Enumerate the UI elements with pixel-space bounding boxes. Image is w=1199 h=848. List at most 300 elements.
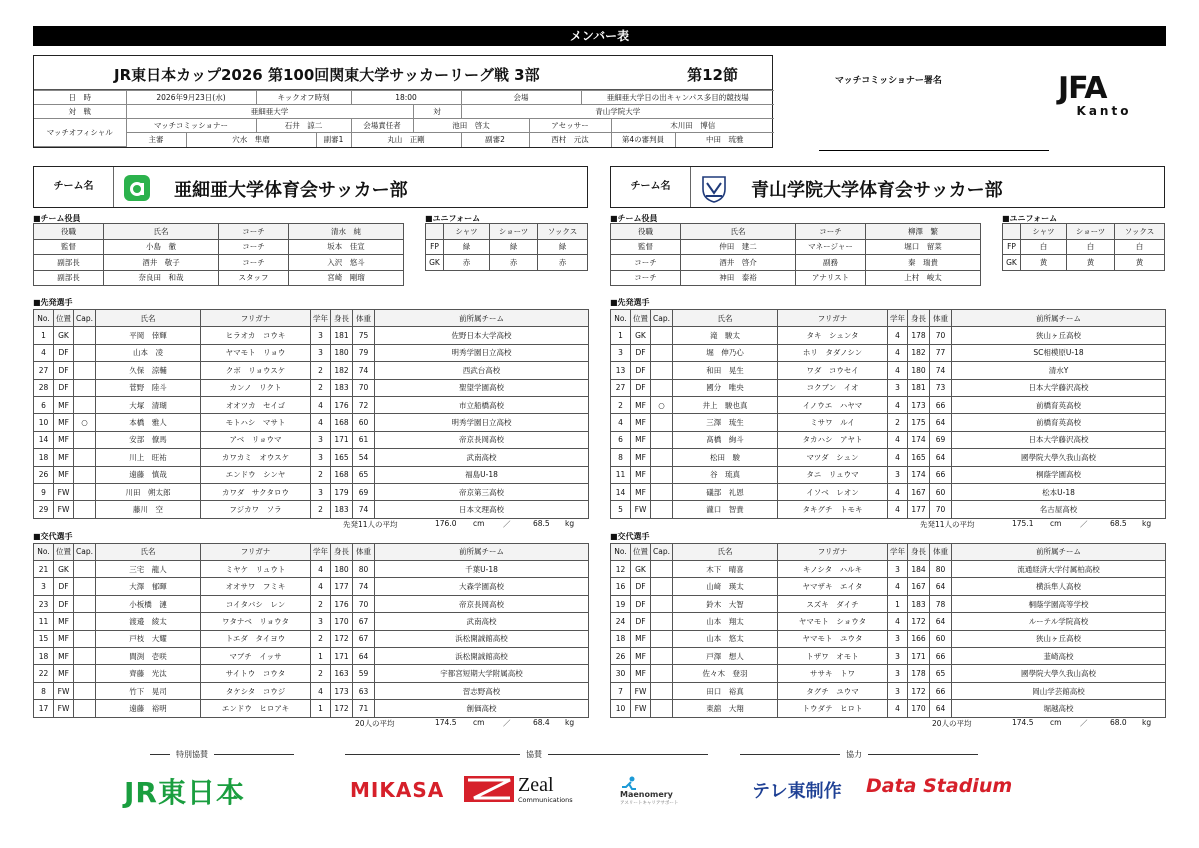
player-cell: 3: [311, 483, 331, 500]
player-cell: 75: [353, 327, 375, 344]
staff-header-cell: 役職: [611, 224, 681, 240]
player-cell: [651, 665, 673, 682]
player-cell: 29: [34, 501, 54, 518]
player-cell: 178: [908, 665, 930, 682]
kickoff-time: 18:00: [351, 91, 461, 105]
ar2-name: 西村 元汰: [529, 133, 611, 147]
player-cell: 1: [888, 595, 908, 612]
player-cell: 三澤 琉生: [673, 414, 778, 431]
uniform-cell: 緑: [444, 239, 490, 255]
player-cell: 18: [34, 648, 54, 665]
staff-header-cell: コーチ: [796, 224, 866, 240]
player-cell: ワタナベ リョウタ: [201, 613, 311, 630]
unit-cm: cm: [473, 518, 485, 528]
uniform-row: [1003, 239, 1165, 255]
player-cell: 本橋 雅人: [96, 414, 201, 431]
player-cell: 小板橋 漣: [96, 595, 201, 612]
player-cell: 宇都宮短期大学附属高校: [375, 665, 589, 682]
player-cell: 180: [331, 561, 353, 578]
player-cell: 鈴木 大智: [673, 595, 778, 612]
player-cell: 三宅 龍人: [96, 561, 201, 578]
player-cell: DF: [631, 379, 651, 396]
player-cell: 市立船橋高校: [375, 396, 589, 413]
player-cell: 63: [353, 682, 375, 699]
player-cell: [651, 344, 673, 361]
player-header-cell: 位置: [631, 310, 651, 327]
player-cell: GK: [54, 327, 74, 344]
venue-label: 会場: [461, 91, 581, 105]
staff-cell: 秦 瑞貴: [866, 255, 981, 271]
player-cell: 礒部 礼恩: [673, 483, 778, 500]
shield-icon: [701, 175, 727, 201]
unit-cm: cm: [473, 717, 485, 727]
player-cell: 木下 晴喜: [673, 561, 778, 578]
player-row: [611, 501, 1166, 518]
player-row: [611, 682, 1166, 699]
player-cell: 山本 凌: [96, 344, 201, 361]
player-cell: 3: [311, 344, 331, 361]
player-cell: 國分 唯央: [673, 379, 778, 396]
player-cell: 國學院大學久我山高校: [952, 665, 1166, 682]
uniform-cell: FP: [426, 239, 444, 255]
staff-header-cell: コーチ: [219, 224, 289, 240]
player-cell: 170: [908, 700, 930, 717]
player-cell: 4: [888, 431, 908, 448]
player-cell: 2: [311, 466, 331, 483]
player-row: [34, 595, 589, 612]
ar2-label: 副審2: [461, 133, 529, 147]
player-header-cell: 身長: [908, 543, 930, 560]
player-cell: 松本U-18: [952, 483, 1166, 500]
assessor-name: 木川田 博信: [611, 119, 774, 133]
player-cell: 175: [908, 414, 930, 431]
divider: [345, 754, 520, 755]
avg-height: 175.1: [1012, 518, 1034, 528]
zeal-sub: Communications: [518, 796, 573, 804]
player-cell: 習志野高校: [375, 682, 589, 699]
player-cell: 18: [611, 630, 631, 647]
player-cell: [74, 595, 96, 612]
avg-label: 20人の平均: [355, 718, 395, 728]
player-cell: 3: [34, 578, 54, 595]
cooperation-block: [740, 749, 1000, 760]
player-cell: 176: [331, 396, 353, 413]
staff-cell: 坂本 佳宣: [289, 239, 404, 255]
staff-header-cell: 氏名: [681, 224, 796, 240]
page-title: メンバー表: [33, 26, 1166, 46]
player-cell: 4: [888, 578, 908, 595]
player-cell: 167: [908, 483, 930, 500]
slash: ／: [1080, 718, 1088, 728]
kickoff-label: キックオフ時刻: [256, 91, 351, 105]
unit-cm: cm: [1050, 518, 1062, 528]
player-cell: 創価高校: [375, 700, 589, 717]
player-cell: FW: [54, 483, 74, 500]
player-cell: 22: [34, 665, 54, 682]
player-cell: 71: [353, 700, 375, 717]
player-cell: [74, 483, 96, 500]
player-cell: タグチ ユウマ: [778, 682, 888, 699]
staff-cell: コーチ: [219, 255, 289, 271]
player-row: [611, 431, 1166, 448]
player-cell: イノウエ ハヤマ: [778, 396, 888, 413]
player-row: [611, 379, 1166, 396]
player-row: [611, 665, 1166, 682]
home-team-short: 亜細亜大学: [126, 105, 413, 119]
player-cell: 74: [353, 501, 375, 518]
avg-weight: 68.4: [533, 717, 550, 727]
player-cell: イソベ レオン: [778, 483, 888, 500]
player-cell: 4: [311, 396, 331, 413]
player-cell: 64: [930, 700, 952, 717]
player-cell: 12: [611, 561, 631, 578]
player-row: [34, 613, 589, 630]
uniform-cell: 黄: [1021, 255, 1067, 271]
player-cell: 67: [353, 613, 375, 630]
uniform-cell: 黄: [1067, 255, 1115, 271]
uniform-header-cell: シャツ: [1021, 224, 1067, 240]
staff-cell: コーチ: [219, 239, 289, 255]
player-cell: 15: [34, 630, 54, 647]
player-cell: 167: [908, 578, 930, 595]
player-cell: 1: [311, 648, 331, 665]
player-cell: 3: [611, 344, 631, 361]
player-cell: 26: [611, 648, 631, 665]
player-cell: 70: [353, 379, 375, 396]
fourth-label: 第4の審判員: [611, 133, 675, 147]
player-cell: 173: [908, 396, 930, 413]
player-cell: 和田 晃生: [673, 362, 778, 379]
player-row: [611, 327, 1166, 344]
player-cell: 4: [611, 414, 631, 431]
player-cell: [74, 431, 96, 448]
player-cell: スズキ ダイチ: [778, 595, 888, 612]
player-cell: ミヤケ リュウト: [201, 561, 311, 578]
player-cell: 3: [311, 613, 331, 630]
divider: [740, 754, 840, 755]
player-cell: ヤマザキ エイタ: [778, 578, 888, 595]
mc-name: 石井 諒二: [256, 119, 351, 133]
player-header-cell: 氏名: [673, 310, 778, 327]
player-cell: 藤川 空: [96, 501, 201, 518]
player-cell: ○: [651, 396, 673, 413]
player-cell: [651, 613, 673, 630]
player-cell: 明秀学園日立高校: [375, 344, 589, 361]
player-cell: 2: [311, 501, 331, 518]
starters-section-label: ■先発選手: [33, 298, 73, 307]
unit-kg: kg: [1142, 518, 1152, 528]
staff-cell: 小島 徹: [104, 239, 219, 255]
player-cell: 59: [353, 665, 375, 682]
player-cell: [651, 483, 673, 500]
team-name: 亜細亜大学体育会サッカー部: [174, 180, 408, 201]
vs-label: 対: [413, 105, 461, 119]
player-cell: エンドウ ヒロアキ: [201, 700, 311, 717]
starters-average: [610, 519, 1165, 531]
player-cell: [74, 561, 96, 578]
player-row: [34, 344, 589, 361]
player-cell: 4: [311, 561, 331, 578]
mc-label: マッチコミッショナー: [126, 119, 256, 133]
player-cell: 170: [331, 613, 353, 630]
player-cell: 3: [888, 466, 908, 483]
staff-row: [34, 239, 404, 255]
player-row: [611, 700, 1166, 717]
player-cell: [74, 466, 96, 483]
player-header-cell: 体重: [353, 310, 375, 327]
player-cell: MF: [54, 665, 74, 682]
player-cell: 67: [353, 630, 375, 647]
maenomery-sub: アスリートキャリアサポート: [620, 801, 679, 806]
player-cell: [74, 449, 96, 466]
player-cell: 64: [353, 648, 375, 665]
subs-section-label: ■交代選手: [33, 531, 73, 541]
player-cell: [74, 501, 96, 518]
player-cell: 清水Y: [952, 362, 1166, 379]
player-cell: 66: [930, 682, 952, 699]
venue-mgr-label: 会場責任者: [351, 119, 413, 133]
player-header-cell: Cap.: [74, 543, 96, 560]
jfa-logo-sub: Kanto: [1076, 104, 1132, 118]
player-header-cell: 前所属チーム: [952, 543, 1166, 560]
player-cell: DF: [54, 362, 74, 379]
player-cell: 2: [311, 379, 331, 396]
player-cell: トエダ タイヨウ: [201, 630, 311, 647]
divider: [214, 754, 294, 755]
player-cell: MF: [54, 414, 74, 431]
uniform-header-cell: ソックス: [1115, 224, 1165, 240]
player-header-cell: 学年: [311, 310, 331, 327]
player-cell: 181: [331, 327, 353, 344]
player-cell: 8: [34, 682, 54, 699]
venue-mgr-name: 池田 啓太: [413, 119, 529, 133]
team-name: 青山学院大学体育会サッカー部: [751, 180, 1003, 201]
player-header-cell: 位置: [54, 310, 74, 327]
player-cell: [74, 648, 96, 665]
player-cell: 桐蔭学園高校: [952, 466, 1166, 483]
staff-cell: 監督: [611, 239, 681, 255]
player-cell: [74, 396, 96, 413]
player-cell: 176: [331, 595, 353, 612]
player-cell: 遠藤 裕明: [96, 700, 201, 717]
signature-line: [819, 150, 1049, 151]
staff-table: [33, 223, 404, 286]
player-cell: 4: [888, 327, 908, 344]
player-header-cell: フリガナ: [778, 543, 888, 560]
player-cell: 日本文理高校: [375, 501, 589, 518]
divider: [868, 754, 978, 755]
player-cell: 4: [311, 414, 331, 431]
player-cell: クボ リョウスケ: [201, 362, 311, 379]
player-cell: 165: [908, 449, 930, 466]
slash: ／: [503, 519, 511, 529]
player-header-cell: Cap.: [651, 543, 673, 560]
player-cell: アベ リョウマ: [201, 431, 311, 448]
player-cell: 66: [930, 648, 952, 665]
player-cell: GK: [631, 327, 651, 344]
player-cell: [651, 648, 673, 665]
player-cell: 28: [34, 379, 54, 396]
player-cell: DF: [631, 595, 651, 612]
match-header: [33, 55, 773, 148]
green-a-icon: [124, 175, 150, 201]
player-cell: タニ リュウマ: [778, 466, 888, 483]
player-cell: 3: [888, 648, 908, 665]
player-cell: DF: [54, 344, 74, 361]
uniform-table: [425, 223, 588, 271]
player-cell: 3: [311, 449, 331, 466]
player-cell: 2: [311, 630, 331, 647]
uniform-cell: 黄: [1115, 255, 1165, 271]
uniform-header-cell: ショーツ: [490, 224, 538, 240]
player-cell: [74, 613, 96, 630]
fourth-name: 中田 琉雅: [675, 133, 774, 147]
player-cell: 流通経済大学付属柏高校: [952, 561, 1166, 578]
player-header-cell: 身長: [331, 543, 353, 560]
player-header-cell: 氏名: [96, 310, 201, 327]
player-row: [611, 630, 1166, 647]
player-cell: 田口 裕真: [673, 682, 778, 699]
player-cell: 平岡 倖輝: [96, 327, 201, 344]
player-cell: [74, 379, 96, 396]
player-cell: MF: [631, 431, 651, 448]
player-cell: 14: [611, 483, 631, 500]
player-cell: 2: [311, 595, 331, 612]
player-cell: 山本 翔太: [673, 613, 778, 630]
team-label: チーム名: [34, 167, 114, 207]
player-header-cell: No.: [611, 310, 631, 327]
player-header-cell: 学年: [311, 543, 331, 560]
player-cell: カンノ リクト: [201, 379, 311, 396]
sponsor-block: [345, 749, 715, 760]
player-row: [34, 466, 589, 483]
slash: ／: [1080, 519, 1088, 529]
player-row: [611, 561, 1166, 578]
player-cell: 武南高校: [375, 613, 589, 630]
player-header-cell: 前所属チーム: [375, 543, 589, 560]
player-cell: 60: [930, 630, 952, 647]
player-cell: 14: [34, 431, 54, 448]
staff-table: [610, 223, 981, 286]
player-cell: 7: [611, 682, 631, 699]
player-cell: ミサワ ルイ: [778, 414, 888, 431]
uniform-cell: 白: [1115, 239, 1165, 255]
player-cell: 172: [908, 682, 930, 699]
staff-cell: 副部長: [34, 255, 104, 271]
player-cell: FW: [631, 501, 651, 518]
player-cell: 74: [353, 578, 375, 595]
ar1-label: 副審1: [316, 133, 351, 147]
player-row: [611, 396, 1166, 413]
referee-label: 主審: [126, 133, 186, 147]
player-cell: 73: [930, 379, 952, 396]
player-cell: 66: [930, 396, 952, 413]
special-sponsor-block: [150, 749, 300, 760]
player-cell: MF: [631, 630, 651, 647]
player-cell: オオツカ セイゴ: [201, 396, 311, 413]
player-cell: [74, 630, 96, 647]
player-cell: [74, 700, 96, 717]
player-cell: 大塚 清瑚: [96, 396, 201, 413]
player-cell: 2: [888, 414, 908, 431]
player-cell: 堀越高校: [952, 700, 1166, 717]
staff-section-label: ■チーム役員: [610, 214, 658, 223]
staff-section-label: ■チーム役員: [33, 214, 81, 223]
player-cell: FW: [54, 682, 74, 699]
player-cell: 大森学園高校: [375, 578, 589, 595]
player-cell: トザワ オモト: [778, 648, 888, 665]
jr-east-logo: JR東日本: [124, 776, 245, 809]
uniform-cell: 緑: [490, 239, 538, 255]
uniform-cell: 白: [1021, 239, 1067, 255]
player-cell: 183: [331, 379, 353, 396]
player-cell: 54: [353, 449, 375, 466]
player-cell: 182: [331, 362, 353, 379]
player-header-cell: フリガナ: [201, 310, 311, 327]
data-stadium-logo: Data Stadium: [866, 775, 1013, 797]
player-cell: 戸枝 大耀: [96, 630, 201, 647]
player-cell: マブチ イッサ: [201, 648, 311, 665]
player-cell: 171: [331, 648, 353, 665]
player-cell: コクブン イオ: [778, 379, 888, 396]
player-row: [34, 665, 589, 682]
player-header-cell: Cap.: [651, 310, 673, 327]
player-cell: ヒラオカ コウキ: [201, 327, 311, 344]
player-cell: 11: [34, 613, 54, 630]
player-cell: SC相模原U-18: [952, 344, 1166, 361]
player-row: [34, 483, 589, 500]
player-cell: FW: [631, 700, 651, 717]
staff-cell: 上村 峻太: [866, 270, 981, 286]
player-cell: 1: [311, 700, 331, 717]
player-cell: 山本 悠太: [673, 630, 778, 647]
staff-cell: 堀口 留菜: [866, 239, 981, 255]
player-cell: MF: [54, 613, 74, 630]
player-cell: 1: [34, 327, 54, 344]
player-header-cell: No.: [611, 543, 631, 560]
player-cell: MF: [631, 449, 651, 466]
player-cell: 184: [908, 561, 930, 578]
player-cell: 菅野 陸斗: [96, 379, 201, 396]
player-cell: 前橋育英高校: [952, 414, 1166, 431]
player-cell: DF: [54, 578, 74, 595]
player-cell: タカハシ アヤト: [778, 431, 888, 448]
player-cell: [651, 595, 673, 612]
player-cell: [651, 466, 673, 483]
staff-cell: 入沢 悠斗: [289, 255, 404, 271]
player-cell: DF: [54, 379, 74, 396]
date-label: 日 時: [34, 91, 126, 105]
player-cell: 4: [888, 700, 908, 717]
player-row: [34, 327, 589, 344]
player-cell: ○: [74, 414, 96, 431]
away-team-section: [610, 166, 1165, 730]
starters-section-label: ■先発選手: [610, 298, 650, 307]
avg-weight: 68.5: [1110, 518, 1127, 528]
player-cell: GK: [54, 561, 74, 578]
player-row: [611, 578, 1166, 595]
player-cell: 日本大学藤沢高校: [952, 379, 1166, 396]
player-cell: 24: [611, 613, 631, 630]
player-cell: 77: [930, 344, 952, 361]
jfa-kanto-logo: [1058, 73, 1150, 123]
player-cell: 帝京第三高校: [375, 483, 589, 500]
player-cell: 間渕 壱咲: [96, 648, 201, 665]
player-cell: タキ シュンタ: [778, 327, 888, 344]
player-cell: MF: [54, 396, 74, 413]
player-cell: DF: [54, 595, 74, 612]
player-cell: 30: [611, 665, 631, 682]
